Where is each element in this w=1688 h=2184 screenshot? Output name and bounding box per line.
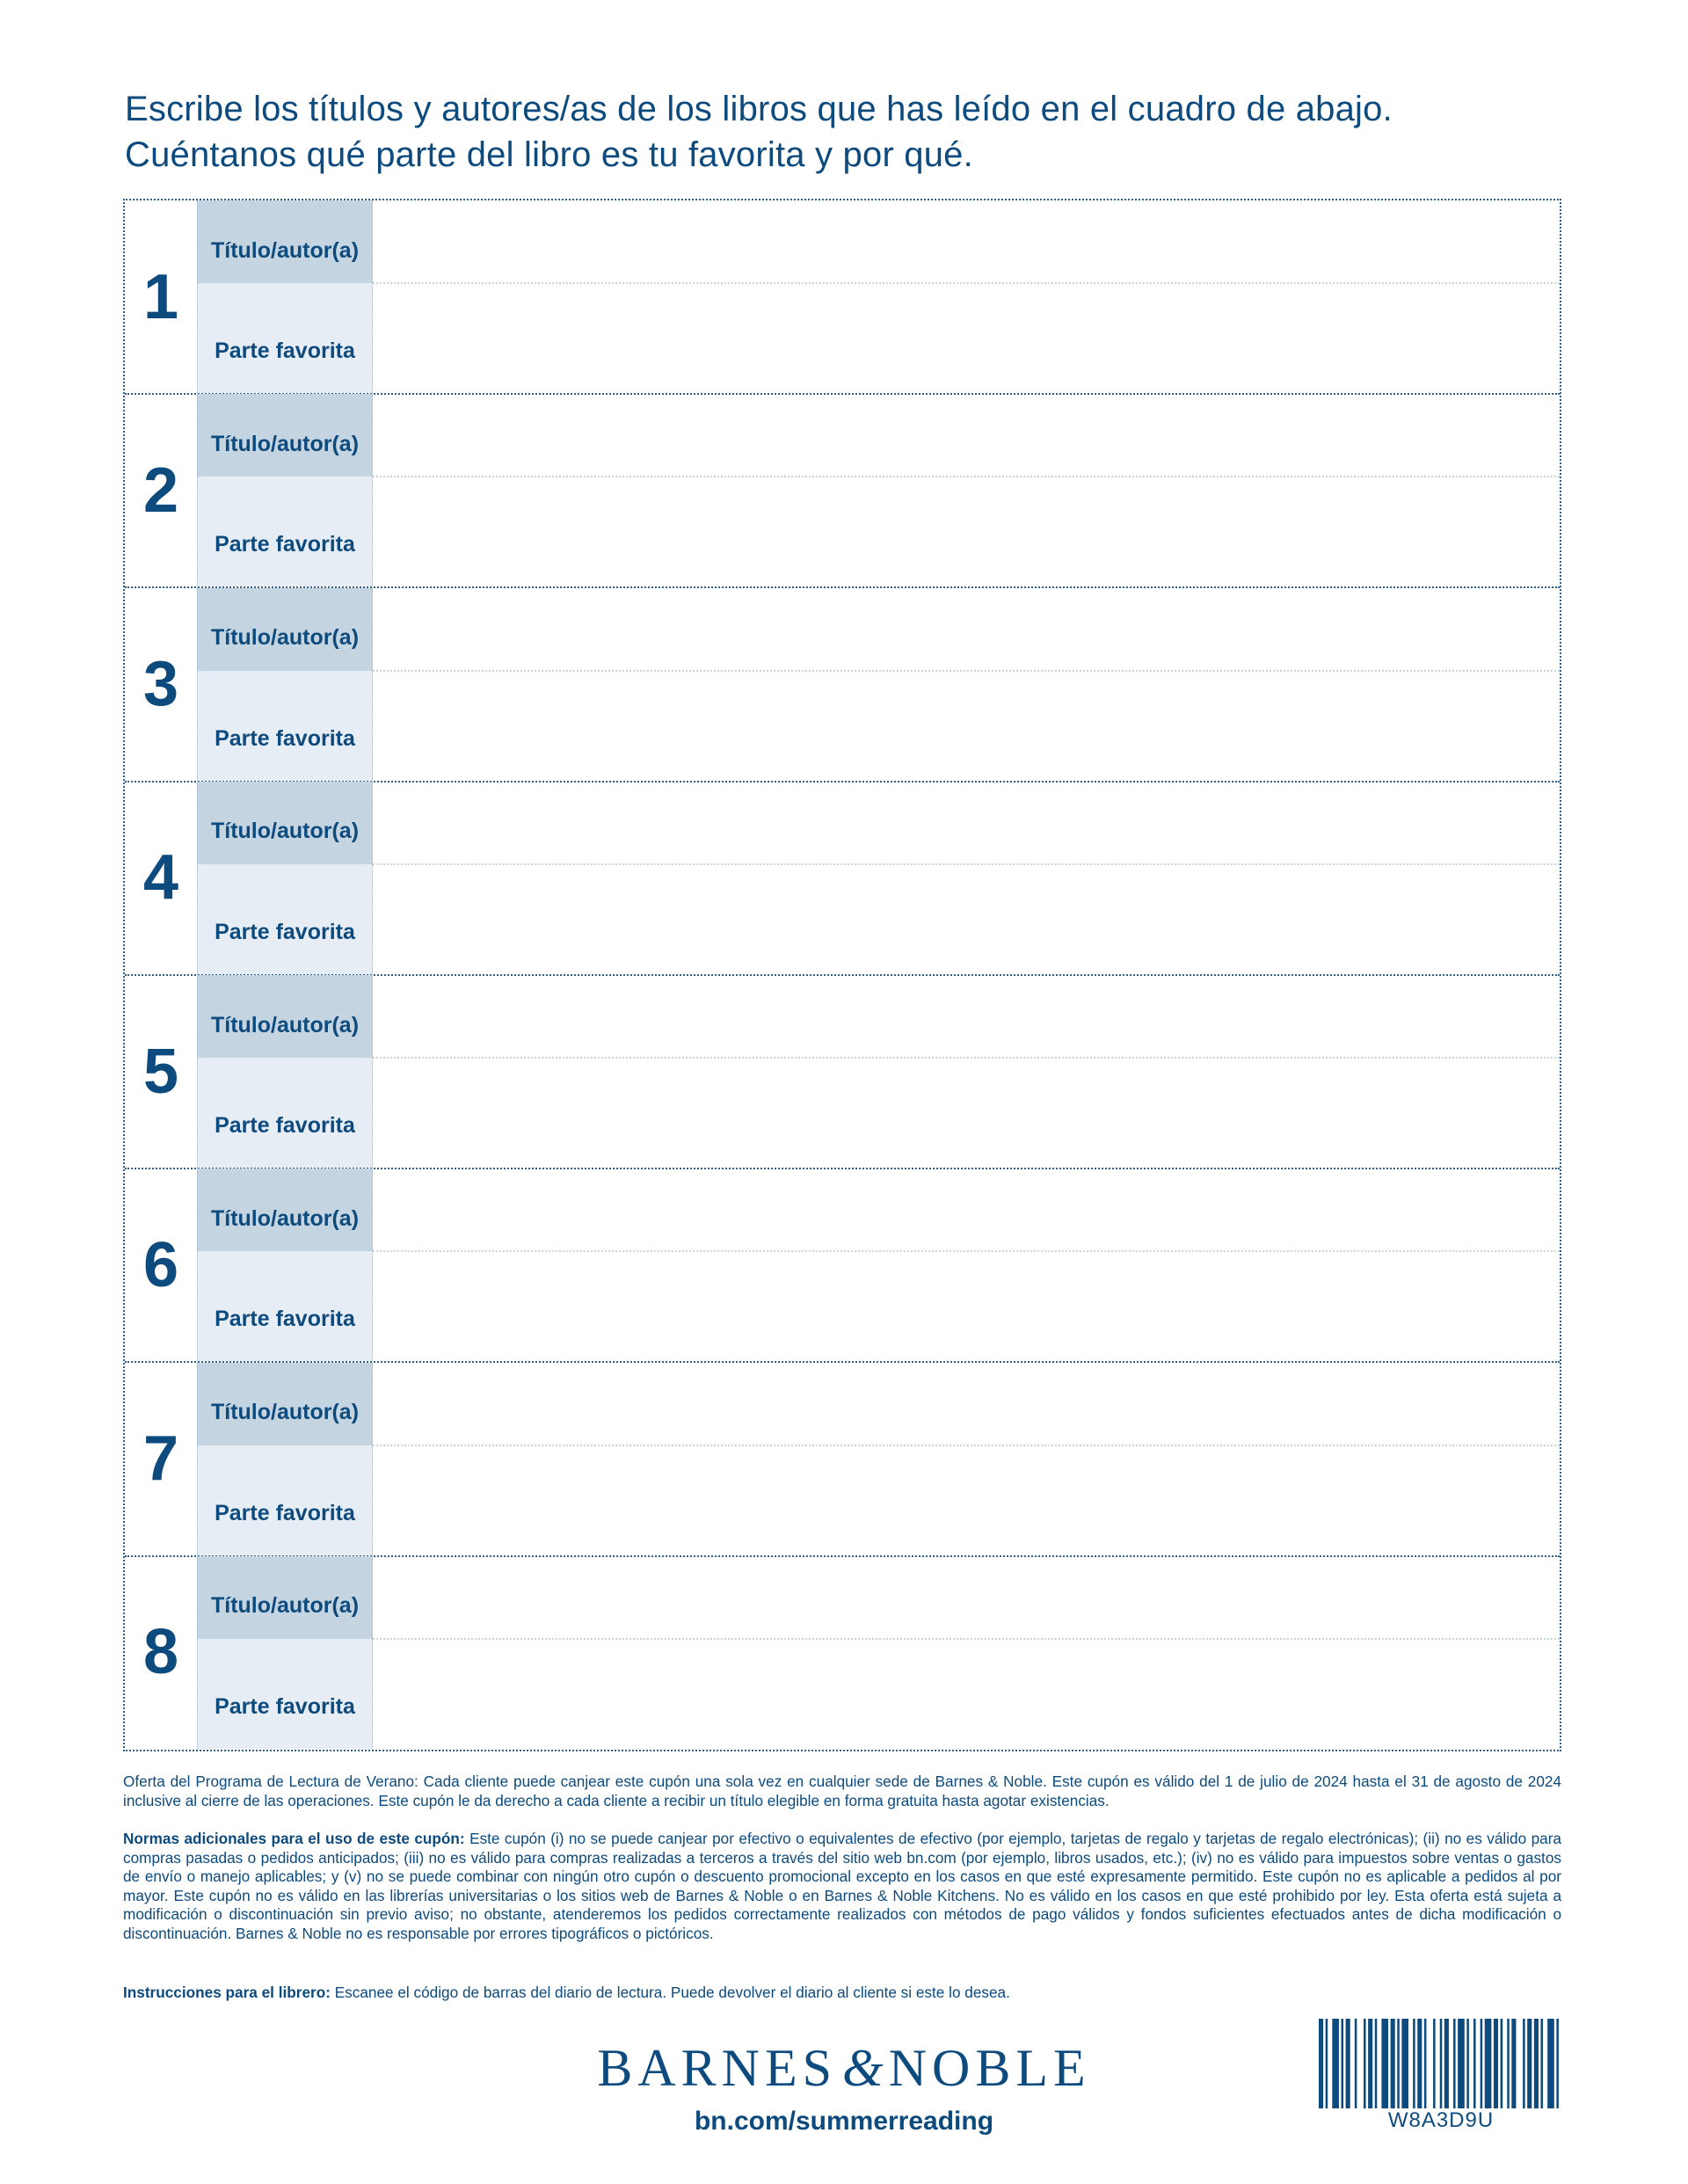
title-author-field[interactable] (373, 782, 1560, 863)
favorite-part-field[interactable] (373, 1446, 1560, 1555)
title-author-field[interactable] (373, 975, 1560, 1057)
favorite-part-label (197, 477, 373, 586)
log-entry-4 (125, 782, 1560, 976)
favorite-part-label (197, 864, 373, 974)
log-entry-5 (125, 975, 1560, 1169)
entry-number: 1 (142, 261, 179, 332)
favorite-part-label-text: Parte favorita (215, 1113, 355, 1138)
favorite-part-field[interactable] (373, 1640, 1560, 1749)
entry-number: 8 (142, 1617, 179, 1688)
favorite-part-field[interactable] (373, 1059, 1560, 1168)
favorite-part-label (197, 1058, 373, 1168)
title-author-field[interactable] (373, 588, 1560, 670)
favorite-part-label-text: Parte favorita (215, 1500, 355, 1525)
bookseller-text: Escanee el código de barras del diario de lectura. Puede devolver el diario al cliente si este lo desea. (330, 1984, 1010, 2001)
barcode-bar (1364, 2019, 1366, 2108)
title-author-label-text: Título/autor(a) (210, 819, 360, 844)
barcode-bar (1453, 2019, 1456, 2108)
barcode-bar (1527, 2019, 1532, 2108)
title-author-label-text: Título/autor(a) (210, 431, 360, 456)
favorite-part-label (197, 1445, 373, 1555)
barcode-bar (1547, 2019, 1554, 2108)
logo-word-noble: NOBLE (888, 2039, 1091, 2097)
title-author-label-text: Título/autor(a) (210, 1593, 360, 1619)
log-entry-2 (125, 394, 1560, 588)
favorite-part-label-text: Parte favorita (215, 339, 355, 363)
barcode-bar (1501, 2019, 1503, 2108)
title-author-label (197, 975, 373, 1058)
entry-number: 2 (142, 455, 179, 526)
entry-number: 3 (142, 649, 179, 719)
title-author-label (197, 394, 373, 477)
barcode-bar (1433, 2019, 1436, 2108)
favorite-part-field[interactable] (373, 284, 1560, 393)
barcode-bar (1511, 2019, 1516, 2108)
title-author-field[interactable] (373, 1556, 1560, 1638)
barcode-bar (1473, 2019, 1476, 2108)
title-author-label-text: Título/autor(a) (210, 625, 360, 650)
favorite-part-label (197, 283, 373, 393)
title-author-field[interactable] (373, 394, 1560, 476)
barcode-bar (1381, 2019, 1388, 2108)
barcode-bar (1485, 2019, 1492, 2108)
bookseller-instructions (123, 1984, 1561, 2003)
barnes-noble-logo (563, 2038, 1125, 2099)
reading-log-table (123, 199, 1561, 1751)
barcode-bar (1417, 2019, 1422, 2108)
log-entry-8 (125, 1556, 1560, 1751)
favorite-part-field[interactable] (373, 477, 1560, 586)
title-author-label (197, 1168, 373, 1251)
title-author-label (197, 200, 373, 283)
instructions-heading (125, 86, 1619, 178)
entry-number: 6 (142, 1229, 179, 1300)
barcode-bar (1326, 2019, 1328, 2108)
favorite-part-label-text: Parte favorita (215, 725, 355, 751)
offer-text: Oferta del Programa de Lectura de Verano: Cada cliente puede canjear este cupón una sola vez en cualquier sede de Barnes & Noble. Este cupón es válido del 1 de julio de 2024 hasta el 31 de agosto de 2024 inclusive al cierre de las operaciones. Este cupón le da derecho a cada cliente a recibir un título elegible en forma gratuita hasta agotar existencias. (123, 1773, 1561, 1809)
title-author-field[interactable] (373, 1168, 1560, 1250)
log-entry-1 (125, 200, 1560, 395)
title-author-field[interactable] (373, 1363, 1560, 1445)
favorite-part-label (197, 1251, 373, 1361)
barcode-bar (1346, 2019, 1350, 2108)
barcode-bar (1541, 2019, 1544, 2108)
barcode (1319, 2019, 1563, 2108)
barcode-bar (1494, 2019, 1498, 2108)
barcode-bar (1375, 2019, 1378, 2108)
title-author-field[interactable] (373, 200, 1560, 282)
logo-word-barnes: BARNES (597, 2039, 838, 2097)
log-entry-7 (125, 1363, 1560, 1557)
favorite-part-label-text: Parte favorita (215, 919, 355, 944)
favorite-part-label (197, 1639, 373, 1749)
barcode-bar (1507, 2019, 1510, 2108)
favorite-part-field[interactable] (373, 1252, 1560, 1361)
favorite-part-field[interactable] (373, 865, 1560, 974)
barcode-bar (1355, 2019, 1357, 2108)
coupon-rules (123, 1830, 1561, 1943)
bookseller-heading: Instrucciones para el librero: (123, 1984, 331, 2001)
instructions-line-1: Escribe los títulos y autores/as de los libros que has leído en el cuadro de abajo. (125, 90, 1393, 128)
instructions-line-2: Cuéntanos qué parte del libro es tu favorita y por qué. (125, 135, 973, 174)
summer-reading-url[interactable]: bn.com/summerreading (694, 2107, 994, 2136)
title-author-label-text: Título/autor(a) (210, 1012, 360, 1037)
barcode-bar (1481, 2019, 1483, 2108)
logo-ampersand: & (842, 2039, 884, 2097)
title-author-label (197, 1556, 373, 1639)
barcode-bar (1556, 2019, 1559, 2108)
offer-terms (123, 1773, 1561, 1810)
barcode-bar (1458, 2019, 1465, 2108)
log-entry-3 (125, 588, 1560, 783)
rules-heading: Normas adicionales para el uso de este cupón: (123, 1830, 465, 1847)
title-author-label (197, 588, 373, 671)
barcode-bar (1444, 2019, 1449, 2108)
favorite-part-field[interactable] (373, 672, 1560, 781)
rules-text: Este cupón (i) no se puede canjear por efectivo o equivalentes de efectivo (por ejemplo, tarjetas de regalo y tarjetas de regalo electrónicas); (ii) no es válido para compras pasadas o pedidos anticipados; (iii) no es válido para compras realizadas a terceros a través del sitio web bn.com (por ejemplo, libros usados, etc.); (iv) no es válido para impuestos sobre ventas o gastos de envío o manejo aplicables; y (v) no se puede combinar con ningún otro cupón o descuento promocional excepto en los casos en que esté expresamente permitido. Este cupón no es aplicable a pedidos al por mayor. Este cupón no es válido en las librerías universitarias o los sitios web de Barnes & Noble o en Barnes & Noble Kitchens. No es válido en los casos en que esté prohibido por ley. Esta oferta está sujeta a modificación o discontinuación sin previo aviso; no obstante, atenderemos los pedidos correctamente realizados con métodos de pago válidos y fondos suficientes efectuados antes de dicha modificación o discontinuación. Barnes & Noble no es responsable por errores tipográficos o pictóricos. (123, 1830, 1561, 1942)
barcode-bar (1534, 2019, 1539, 2108)
entry-number: 5 (142, 1036, 179, 1107)
barcode-bar (1332, 2019, 1339, 2108)
barcode-bar (1342, 2019, 1344, 2108)
favorite-part-label (197, 671, 373, 781)
title-author-label-text: Título/autor(a) (210, 1400, 360, 1424)
barcode-bar (1397, 2019, 1400, 2108)
favorite-part-label-text: Parte favorita (215, 1693, 355, 1719)
barcode-bar (1424, 2019, 1427, 2108)
barcode-bar (1466, 2019, 1469, 2108)
barcode-bar (1401, 2019, 1408, 2108)
title-author-label (197, 782, 373, 864)
title-author-label-text: Título/autor(a) (210, 1205, 360, 1231)
favorite-part-label-text: Parte favorita (215, 532, 355, 557)
barcode-bar (1523, 2019, 1525, 2108)
barcode-bar (1368, 2019, 1372, 2108)
log-entry-6 (125, 1168, 1560, 1363)
title-author-label (197, 1363, 373, 1445)
barcode-bar (1413, 2019, 1415, 2108)
barcode-bar (1319, 2019, 1323, 2108)
favorite-part-label-text: Parte favorita (215, 1307, 355, 1332)
entry-number: 7 (142, 1423, 179, 1494)
entry-number: 4 (142, 842, 179, 914)
title-author-label-text: Título/autor(a) (210, 237, 360, 263)
barcode-bar (1440, 2019, 1443, 2108)
barcode-code: W8A3D9U (1387, 2108, 1495, 2132)
barcode-bar (1391, 2019, 1395, 2108)
